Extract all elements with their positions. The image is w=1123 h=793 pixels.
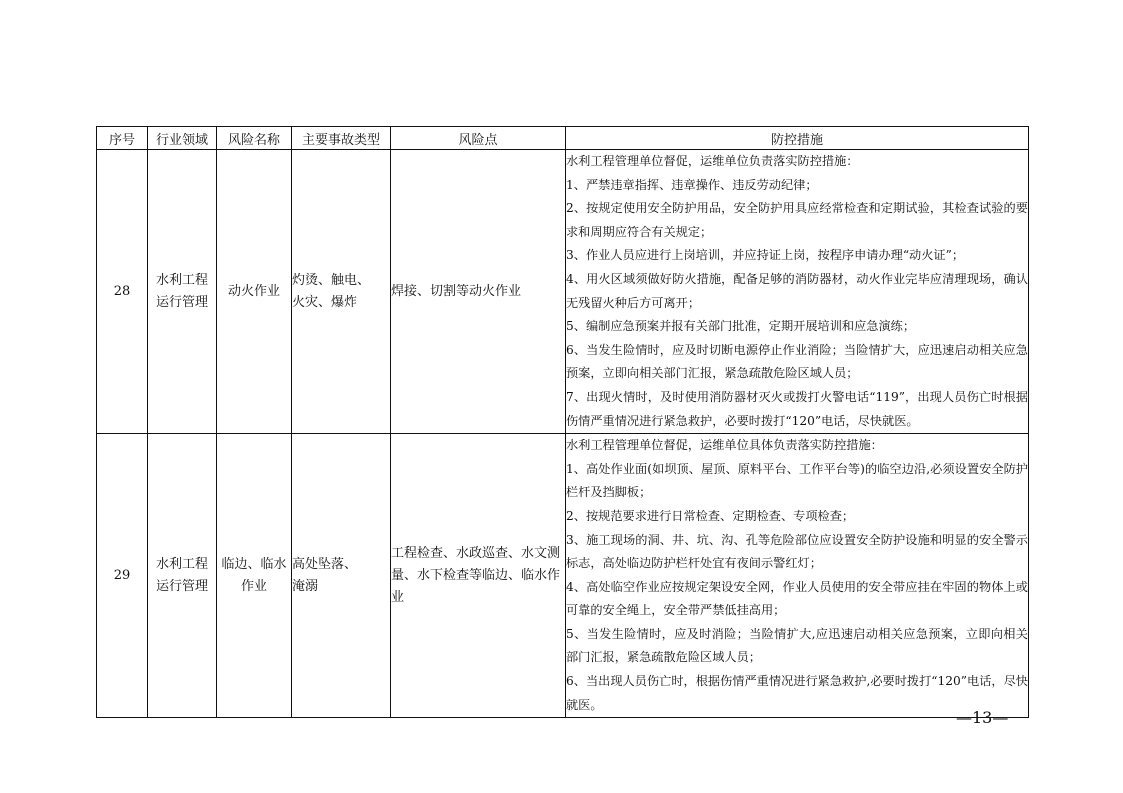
table-header-row [97,127,1029,150]
risk-control-table [96,126,1029,718]
header-control-measures: 防控措施 [566,127,1029,150]
header-industry-field: 行业领域 [148,127,217,150]
table-row [97,434,1029,718]
measure-item: 水利工程管理单位督促，运维单位具体负责落实防控措施： [566,438,883,453]
header-serial-number: 序号 [97,127,148,150]
measure-item: 1、高处作业面(如坝顶、屋顶、原料平台、工作平台等)的临空边沿,必须设置安全防护栏杆及挡脚板； [566,461,1028,500]
risk-name-line: 作业 [240,578,267,594]
measure-item: 1、严禁违章指挥、违章操作、违反劳动纪律； [566,177,818,192]
risk-point-cell [391,150,566,434]
measure-item: 7、出现火情时，及时使用消防器材灭火或拨打火警电话“119”，出现人员伤亡时根据伤情严重情况进行紧急救护，必要时拨打“120”电话，尽快就医。 [566,389,1028,428]
measure-item: 4、高处临空作业应按规定架设安全网，作业人员使用的安全带应挂在牢固的物体上或可靠的安全绳上，安全带严禁低挂高用； [566,579,1028,618]
industry-line: 运行管理 [155,578,208,594]
risk-name-cell [217,150,292,434]
measure-item: 3、施工现场的洞、井、坑、沟、孔等危险部位应设置安全防护设施和明显的安全警示标志，高处临边防护栏杆处宜有夜间示警红灯； [566,532,1028,571]
measure-item: 水利工程管理单位督促，运维单位负责落实防控措施： [566,154,859,168]
control-measures-cell [566,434,1029,718]
header-accident-type: 主要事故类型 [292,127,391,150]
accident-type-cell [292,434,391,718]
measure-item: 4、用火区域须做好防火措施，配备足够的消防器材，动火作业完毕应清理现场，确认无残留火种后方可离开； [566,271,1028,310]
accident-type-line: 高处坠落、 [292,556,358,572]
risk-name-line: 临边、临水 [221,556,287,572]
industry-line: 水利工程 [155,272,208,288]
accident-type-line: 灼烫、触电、 [292,272,371,288]
industry-line: 运行管理 [155,294,208,310]
risk-point-cell [391,434,566,718]
measure-item: 5、当发生险情时，应及时消险；当险情扩大,应迅速启动相关应急预案，立即向相关部门汇报，紧急疏散危险区域人员； [566,626,1028,665]
measure-item: 6、当发生险情时，应及时切断电源停止作业消险；当险情扩大，应迅速启动相关应急预案，立即向相关部门汇报，紧急疏散危险区域人员； [566,342,1028,381]
industry-line: 水利工程 [155,556,208,572]
industry-cell [148,150,217,434]
header-risk-name: 风险名称 [217,127,292,150]
measure-item: 6、当出现人员伤亡时，根据伤情严重情况进行紧急救护,必要时拨打“120”电话，尽快就医。 [566,674,1028,712]
header-risk-point: 风险点 [391,127,566,150]
measure-item: 2、按规定使用安全防护用品，安全防护用具应经常检查和定期试验，其检查试验的要求和周期应符合有关规定； [566,201,1028,239]
table-row [97,150,1029,434]
page-number: —13— [956,708,1009,727]
measure-item: 2、按规范要求进行日常检查、定期检查、专项检查； [566,508,855,523]
serial-number-cell: 28 [97,150,148,434]
accident-type-line: 火灾、爆炸 [292,294,358,310]
industry-cell [148,434,217,718]
accident-type-line: 淹溺 [292,578,319,594]
risk-point-line: 焊接、切割等动火作业 [391,283,522,299]
measure-item: 3、作业人员应进行上岗培训，并应持证上岗，按程序申请办理“动火证”； [566,248,965,263]
measure-item: 5、编制应急预案并报有关部门批准，定期开展培训和应急演练； [566,319,916,334]
risk-name-cell [217,434,292,718]
serial-number-cell: 29 [97,434,148,718]
accident-type-cell [292,150,391,434]
risk-point-line: 工程检查、水政巡查、水文测量、水下检查等临边、临水作业 [391,545,561,605]
risk-name-line: 动火作业 [227,283,280,299]
control-measures-cell [566,150,1029,434]
